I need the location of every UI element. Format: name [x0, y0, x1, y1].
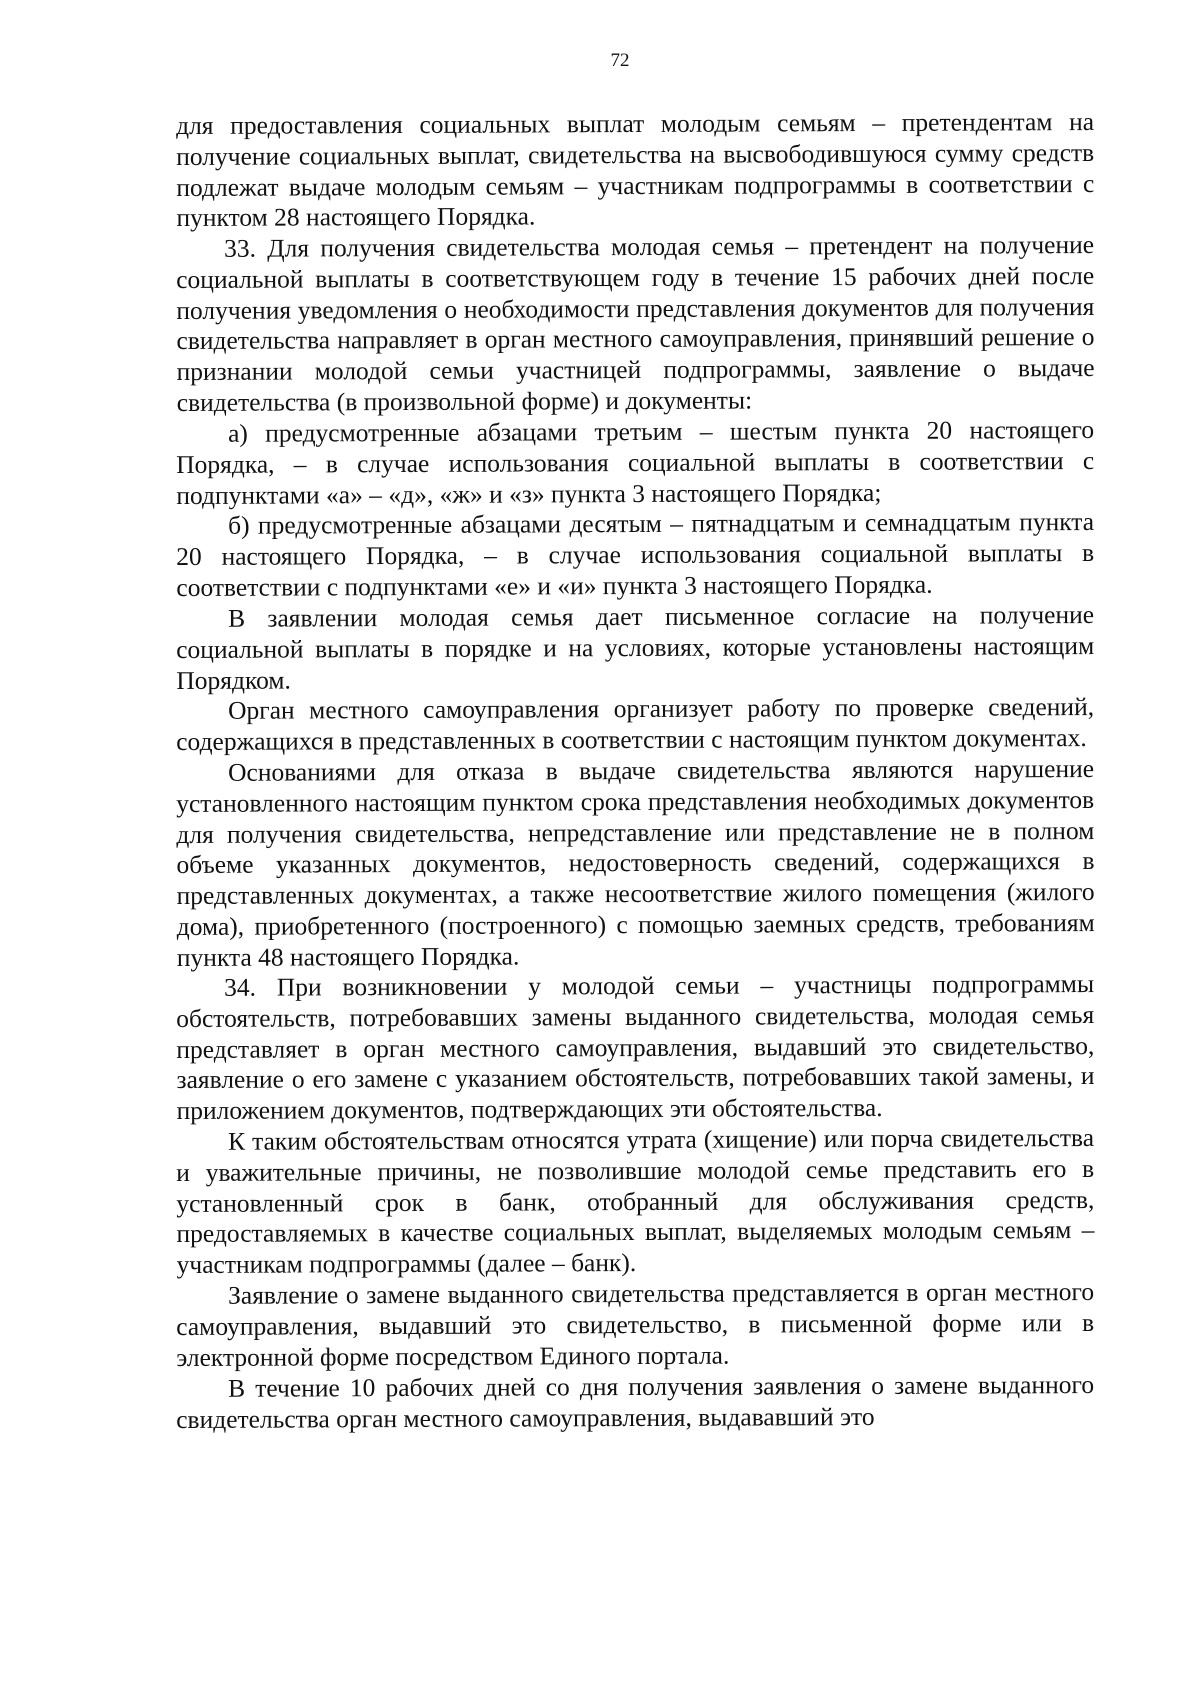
paragraph-subitem-a: а) предусмотренные абзацами третьим – шестым пункта 20 настоящего Порядка, – в случае использования социальной выплаты в соответствии с подпунктами «а» – «д», «ж» и «з» пункта 3 настоящего Порядка;: [176, 414, 1095, 510]
paragraph-consent: В заявлении молодая семья дает письменное согласие на получение социальной выплаты в порядке и на условиях, которые установлены настоящим Порядком.: [176, 599, 1095, 695]
paragraph-subitem-b: б) предусмотренные абзацами десятым – пятнадцатым и семнадцатым пункта 20 настоящего Порядка, – в случае использования социальной выплаты в соответствии с подпунктами «е» и «и» пункта 3 настоящего Порядка.: [176, 507, 1095, 602]
paragraph-replacement-application: Заявление о замене выданного свидетельства представляется в орган местного самоуправления, выдавший это свидетельство, в письменной форме или в электронной форме посредством Единого портала.: [176, 1277, 1095, 1372]
page-number: 72: [610, 50, 630, 71]
paragraph-clause-34: 34. При возникновении у молодой семьи – участницы подпрограммы обстоятельств, потребовавших замены выданного свидетельства, молодая семья представляет в орган местного самоуправления, выдавший это свидетельство, заявление о его замене с указанием обстоятельств, потребовавших такой замены, и приложением документов, подтверждающих эти обстоятельства.: [176, 969, 1095, 1126]
paragraph-clause-33: 33. Для получения свидетельства молодая семья – претендент на получение социальной выплаты в соответствующем году в течение 15 рабочих дней после получения уведомления о необходимости представления документов для получения свидетельства направляет в орган местного самоуправления, принявший решение о признании молодой семьи участницей подпрограммы, заявление о выдаче свидетельства (в произвольной форме) и документы:: [176, 230, 1095, 418]
paragraph-verification: Орган местного самоуправления организует работу по проверке сведений, содержащихся в представленных в соответствии с настоящим пунктом документах.: [176, 692, 1095, 756]
paragraph-replacement-term: В течение 10 рабочих дней со дня получения заявления о замене выданного свидетельства орган местного самоуправления, выдававший это: [176, 1369, 1095, 1434]
document-body: [176, 106, 1095, 1435]
paragraph-refusal-grounds: Основаниями для отказа в выдаче свидетельства являются нарушение установленного настоящим пунктом срока представления необходимых документов для получения свидетельства, непредставление или представление не в полном объеме указанных документов, недостоверность сведений, содержащихся в представленных документах, а также несоответствие жилого помещения (жилого дома), приобретенного (построенного) с помощью заемных средств, требованиям пункта 48 настоящего Порядка.: [176, 753, 1095, 972]
paragraph-circumstances: К таким обстоятельствам относятся утрата (хищение) или порча свидетельства и уважительные причины, не позволившие молодой семье представить его в установленный срок в банк, отобранный для обслуживания средств, предоставляемых в качестве социальных выплат, выделяемых молодым семьям – участникам подпрограммы (далее – банк).: [176, 1123, 1095, 1280]
paragraph-continuation: для предоставления социальных выплат молодым семьям – претендентам на получение социальных выплат, свидетельства на высвободившуюся сумму средств подлежат выдаче молодым семьям – участникам подпрограммы в соответствии с пунктом 28 настоящего Порядка.: [176, 106, 1095, 233]
